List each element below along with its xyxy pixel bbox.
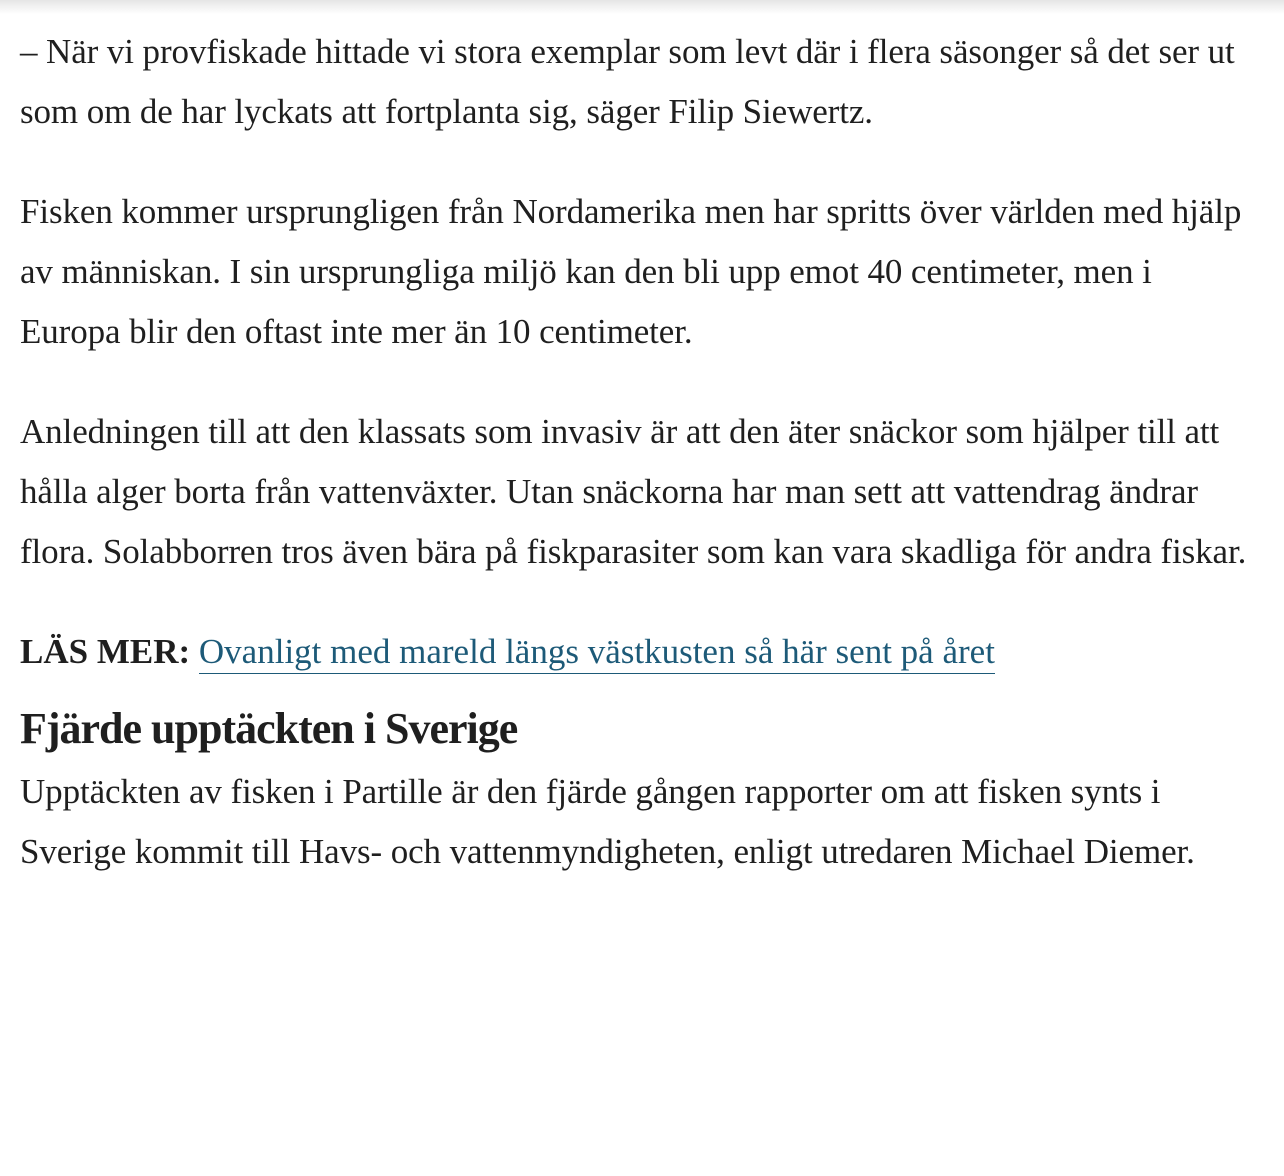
article-paragraph-quote: – När vi provfiskade hittade vi stora exemplar som levt där i flera säsonger så det ser ut som om de har lyckats att fortplanta sig, säger Filip Siewertz. (20, 32, 1235, 131)
read-more-link[interactable]: Ovanligt med mareld längs västkusten så här sent på året (199, 632, 995, 674)
top-shadow (0, 0, 1284, 14)
article-paragraph-discovery: Upptäckten av fisken i Partille är den fjärde gången rapporter om att fisken synts i Sverige kommit till Havs- och vattenmyndigheten, enligt utredaren Michael Diemer. (20, 772, 1195, 871)
article-paragraph-invasive: Anledningen till att den klassats som invasiv är att den äter snäckor som hjälper till att hålla alger borta från vattenväxter. Utan snäckorna har man sett att vattendrag ändrar flora. Solabborren tros även bära på fiskparasiter som kan vara skadliga för andra fiskar. (20, 412, 1247, 571)
read-more-label: LÄS MER: (20, 632, 191, 671)
article-paragraph-origin: Fisken kommer ursprungligen från Nordamerika men har spritts över världen med hjälp av människan. I sin ursprungliga miljö kan den bli upp emot 40 centimeter, men i Europa blir den oftast inte mer än 10 centimeter. (20, 192, 1242, 351)
read-more (20, 622, 1260, 682)
article-body (20, 22, 1260, 882)
section-heading: Fjärde upptäckten i Sverige (20, 704, 518, 753)
